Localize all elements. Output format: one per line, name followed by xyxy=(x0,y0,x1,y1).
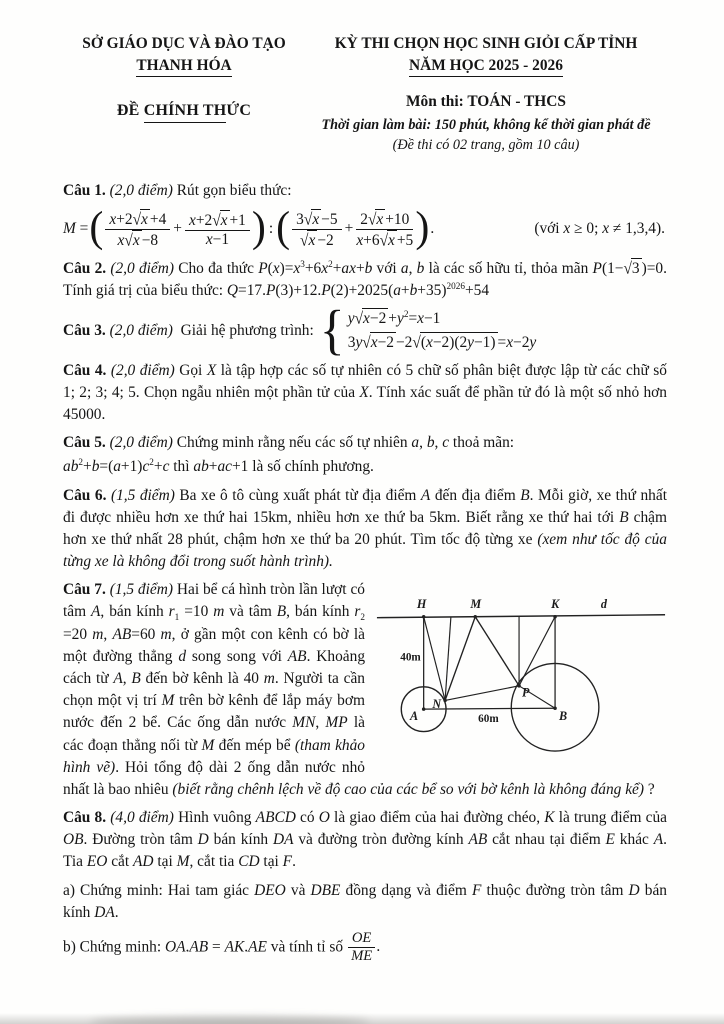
point-K xyxy=(553,615,557,619)
point-B xyxy=(553,707,557,711)
question-8b: b) Chứng minh: OA.AB = AK.AE và tính tỉ số $\frac{OE}{ME}$ . xyxy=(63,929,381,965)
question-points: (2,0 điểm) xyxy=(110,260,174,278)
question-label: Câu 3. xyxy=(63,321,106,339)
pages-note: (Đề thi có 02 trang, gồm 10 câu) xyxy=(392,136,580,153)
question-points: (1,5 điểm) xyxy=(109,581,173,599)
question-text: Cho đa thức $P(x)=x^3+6x^2+ax+b$ với a, b là các số hữu tỉ, thỏa mãn P(1−√3 )=0. Tính giá trị của biểu thức: $Q=17.P(3)+12.P(2)+2025(a+b+35)^{2026}+54$ xyxy=(63,258,667,300)
right-paren: ) xyxy=(415,204,430,252)
question-8a: a) Chứng minh: Hai tam giác DEO và DBE đồng dạng và điểm F thuộc đường tròn tâm D bán kính DA. xyxy=(63,881,667,921)
exam-label-part-underlined: CHÍNH TH xyxy=(144,101,227,123)
question-label: Câu 5. xyxy=(63,434,106,452)
fraction-2: $\frac{x+2√x +1}{x-1}$ xyxy=(185,210,250,249)
issuer-name: SỞ GIÁO DỤC VÀ ĐÀO TẠO xyxy=(82,35,286,52)
fraction-4: $\frac{2√x +10}{x+6√x +5}$ xyxy=(356,209,414,250)
school-year: NĂM HỌC 2025 - 2026 xyxy=(409,56,563,77)
period: . xyxy=(430,220,435,238)
duration-line: Thời gian làm bài: 150 phút, không kể thời gian phát đề xyxy=(321,116,651,133)
question-text: Rút gọn biểu thức: xyxy=(176,182,292,200)
exam-label xyxy=(63,99,305,123)
label-M: M xyxy=(470,597,482,612)
question-text: Hình vuông ABCD có O là giao điểm của hai đường chéo, K là trung điểm của OB. Đường tròn tâm D bán kính DA và đường tròn đường kính AB cắt nhau tại điểm E khác A. Tia EO cắt AD tại M, cắt tia CD tại F. xyxy=(63,809,667,871)
question-8 xyxy=(63,807,667,874)
issuer-block xyxy=(63,33,305,155)
colon-sign: : xyxy=(268,220,274,238)
question-text: Chứng minh rằng nếu các số tự nhiên a, b, c thoả mãn: xyxy=(176,434,515,452)
plus-sign: + xyxy=(344,220,354,238)
system-equation-2: 3y√x−2 −2√(x−2)(2y−1) =x−2y xyxy=(347,332,537,352)
equation-system xyxy=(319,300,537,361)
question-label: Câu 4. xyxy=(63,361,107,379)
fraction-1: $\frac{x+2√x +4}{x√x -8}$ xyxy=(105,209,170,251)
point-A xyxy=(422,708,426,712)
label-60m: 60m xyxy=(478,713,499,726)
question-label: Câu 2. xyxy=(63,260,107,278)
label-N: N xyxy=(432,697,442,712)
question-1-equation xyxy=(63,204,667,252)
question-label: Câu 8. xyxy=(63,809,107,827)
question-label: Câu 6. xyxy=(63,486,107,504)
label-B: B xyxy=(558,709,568,724)
question-points: (2,0 điểm) xyxy=(109,321,173,339)
question-text xyxy=(63,320,314,342)
label-40m: 40m xyxy=(400,651,421,664)
question-points: (1,5 điểm) xyxy=(110,486,175,504)
question-label: Câu 1. xyxy=(63,182,106,200)
question-5-line2: $ab^2+b=(a+1)c^2+c$ thì ab+ac+1 là số chính phương. xyxy=(63,457,374,476)
label-d: d xyxy=(600,597,607,612)
question-label: Câu 7. xyxy=(63,581,106,599)
question-4 xyxy=(63,360,667,427)
question-text: Hai bể cá hình tròn lần lượt có tâm A, bán kính $r_1 =10$ m và tâm B, bán kính $r_2 =20$ m, AB=60 m, ở gần một con kênh có bờ là một đường thẳng d song song với AB. Khoảng cách từ A, B đến bờ kênh là 40 m. Người ta cần chọn một vị trí M trên bờ kênh để lắp máy bơm nước đến 2 bể. Các ống dẫn nước MN, MP là các đoạn thẳng nối từ M đến mép bể (tham khảo hình vẽ). Hỏi tổng độ dài 2 ống dẫn nước nhỏ nhất là bao nhiêu (biết rằng chênh lệch về độ cao của các bể so với bờ kênh là không đáng kể) ? xyxy=(63,581,655,798)
question-7-figure xyxy=(375,583,667,775)
question-points: (4,0 điểm) xyxy=(110,809,174,827)
left-paren: ( xyxy=(89,204,104,252)
label-H: H xyxy=(416,597,427,612)
point-H xyxy=(422,615,426,619)
point-P xyxy=(517,684,521,688)
domain-condition: (với x ≥ 0; x ≠ 1,3,4). xyxy=(534,220,665,238)
label-P: P xyxy=(521,685,530,700)
question-intro: Giải hệ phương trình: xyxy=(180,321,314,339)
exam-label-part: ỨC xyxy=(226,102,252,120)
question-2 xyxy=(63,258,667,302)
point-M xyxy=(474,615,478,619)
question-1-title xyxy=(63,180,667,202)
fraction-3: $\frac{3√x -5}{√x -2}$ xyxy=(292,209,341,251)
system-brace: { xyxy=(319,300,345,361)
exam-title-block xyxy=(305,33,667,155)
question-5 xyxy=(63,432,667,454)
issuer-province: THANH HÓA xyxy=(136,56,231,77)
exam-label-part: ĐỀ xyxy=(116,102,144,120)
exam-title: KỲ THI CHỌN HỌC SINH GIỎI CẤP TỈNH xyxy=(334,35,638,52)
system-equation-1: $y√x-2 +y^2=x-1$ xyxy=(347,309,441,329)
question-3 xyxy=(63,300,667,361)
subject-line: Môn thi: TOÁN - THCS xyxy=(406,93,566,111)
right-paren: ) xyxy=(251,204,266,252)
question-points: (2,0 điểm) xyxy=(110,361,175,379)
question-6 xyxy=(63,485,667,574)
question-text: Ba xe ô tô cùng xuất phát từ địa điểm A đến địa điểm B. Mỗi giờ, xe thứ nhất đi được nhiều hơn xe thứ hai 15km, nhiều hơn xe thứ ba 5km. Biết rằng xe thứ hai tới B chậm hơn xe thứ nhất 28 phút, chậm hơn xe thứ ba 20 phút. Tìm tốc độ từng xe (xem như tốc độ của từng xe là không đổi trong suốt hành trình). xyxy=(63,486,667,571)
label-A: A xyxy=(410,709,419,724)
header xyxy=(63,33,667,155)
question-points: (2,0 điểm) xyxy=(109,434,173,452)
label-K: K xyxy=(551,597,560,612)
question-text: Gọi X là tập hợp các số tự nhiên có 5 chữ số phân biệt được lập từ các chữ số 1; 2; 3; 4; 5. Chọn ngẫu nhiên một phần tử của X. Tính xác suất để phần tử đó là một số nhỏ hơn 45000. xyxy=(63,361,667,424)
point-N xyxy=(443,699,447,703)
equation-lhs: M = xyxy=(63,220,89,238)
pump-geometry-diagram xyxy=(375,583,667,775)
plus-sign: + xyxy=(173,220,182,238)
left-paren: ( xyxy=(276,204,291,252)
question-points: (2,0 điểm) xyxy=(109,182,173,200)
